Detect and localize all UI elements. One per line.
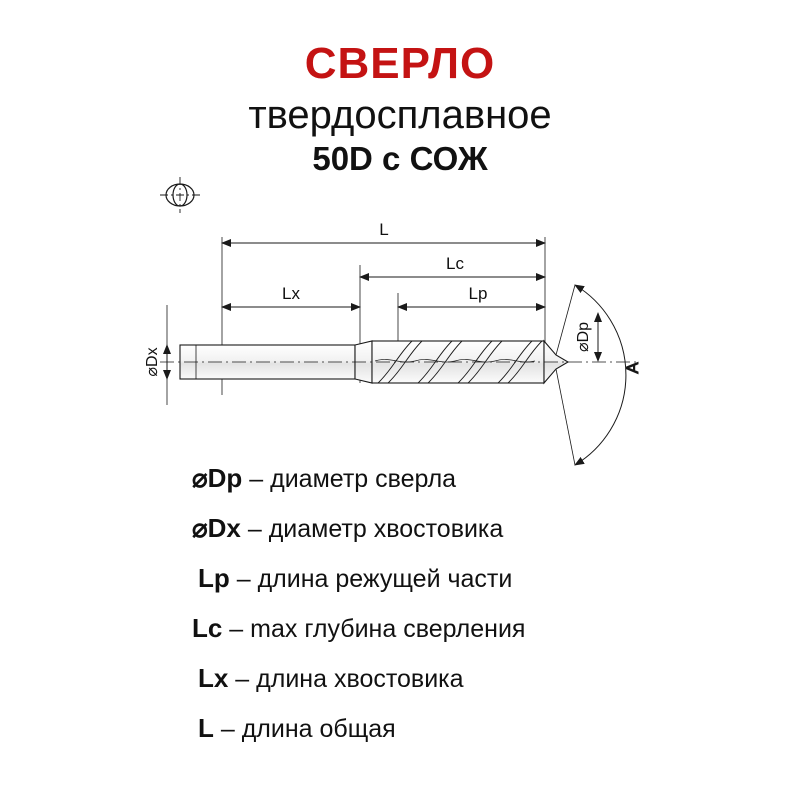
legend-symbol-lc: Lc [192,613,223,643]
legend-text-lp: – длина режущей части [236,565,513,593]
legend-item-dp [192,465,780,492]
legend-item-lx [198,665,780,692]
dimension-label-Lc: Lc [446,254,464,273]
dimension-Lp [398,284,545,307]
legend-symbol-dp: ⌀Dp [192,463,243,493]
legend-text-lx: – длина хвостовика [235,665,464,693]
legend-list [180,465,780,765]
page-subtitle-2: 50D с СОЖ [312,140,488,177]
legend-item-dx [192,515,780,542]
legend-text-dp: – диаметр сверла [249,465,457,493]
title-block [0,39,800,178]
page-subtitle-1: твердосплавное [248,93,552,137]
dimension-L [222,220,545,243]
legend-symbol-lp: Lp [198,563,230,593]
point-angle-callout [556,285,642,465]
legend-symbol-lx: Lx [198,663,229,693]
dimension-Lx [222,284,360,307]
dimension-label-A: A [623,362,642,374]
legend-text-l: – длина общая [220,715,396,743]
dimension-Dp [575,313,598,361]
dimension-label-Dx: ⌀Dx [144,347,161,377]
legend-item-l [198,715,780,742]
dimension-Lc [360,254,545,277]
dimension-label-Lp: Lp [468,284,488,303]
legend-symbol-l: L [198,713,214,743]
first-angle-projection-symbol [160,177,200,213]
drill-body [160,341,640,383]
legend-symbol-dx: ⌀Dx [192,513,241,543]
legend-text-lc: – max глубина сверления [229,615,526,643]
page-title: СВЕРЛО [304,39,496,88]
dimension-label-Lx: Lx [282,284,300,303]
legend-text-dx: – диаметр хвостовика [247,515,504,543]
legend-item-lp [198,565,780,592]
drill-drawing-svg [0,165,800,485]
dimension-label-L: L [379,220,389,239]
dimension-label-Dp: ⌀Dp [575,321,592,353]
legend-item-lc [192,615,780,642]
technical-drawing [0,165,800,485]
